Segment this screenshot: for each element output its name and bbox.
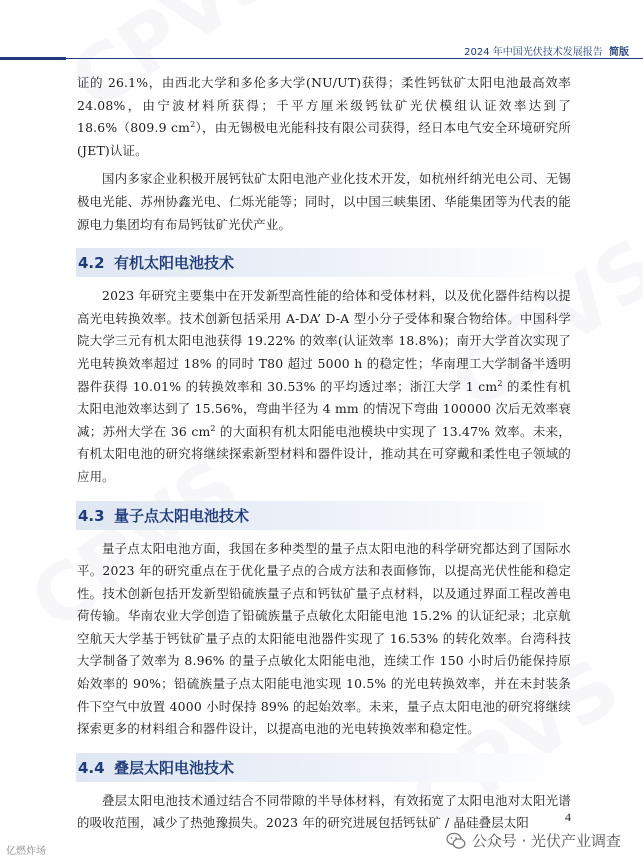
paragraph-text: 的柔性有机太阳电池效率达到了 15.56%，弯曲半径为 4 mm 的情况下弯曲 100000 次后无效率衰减；苏州大学在 36 cm: [77, 378, 571, 439]
section-number: 4.3: [78, 506, 105, 525]
section-heading-4-2: [76, 248, 571, 277]
paragraph: [77, 285, 571, 488]
paragraph-text: ），由无锡极电光能科技有限公司获得，经日本电气安全环境研究所(JET)认证。: [77, 120, 571, 158]
header-rule: [66, 58, 643, 59]
section-title: 量子点太阳电池技术: [114, 506, 250, 525]
page-content: [77, 72, 571, 835]
paragraph-text: 2023 年研究主要集中在开发新型高性能的给体和受体材料，以及优化器件结构以提高光电转换效率。技术创新包括采用 A-DA’ D-A 型小分子受体和聚合物给体。中国科学院大学三元有机太阳电池获得 19.22% 的效率(认证效率 18.8%)；南开大学首次实现了光电转换效率超过 18% 的同时 T80 超过 5000 h 的稳定性；华南理工大学制备半透明器件获得 10.01% 的转换效率和 30.53% 的平均透过率；浙江大学 1 cm: [77, 288, 571, 394]
superscript: 2: [210, 423, 216, 433]
page-number: 4: [565, 810, 571, 824]
superscript: 2: [497, 378, 503, 388]
wechat-account-label[interactable]: [446, 830, 621, 851]
section-heading-4-4: [76, 753, 571, 782]
paragraph: 国内多家企业积极开展钙钛矿太阳电池产业化技术开发，如杭州纤纳光电公司、无锡极电光能、苏州协鑫光电、仁烁光能等；同时，以中国三峡集团、华能集团等为代表的能源电力集团均有布局钙钛矿光伏产业。: [77, 171, 571, 232]
paragraph: 量子点太阳电池方面，我国在多种类型的量子点太阳电池的科学研究都达到了国际水平。2023 年的研究重点在于优化量子点的合成方法和表面修饰，以提高光伏性能和稳定性。技术创新包括开发新型铅硫族量子点和钙钛矿量子点材料，以及通过界面工程改善电荷传输。华南农业大学创造了铅硫族量子点敏化太阳能电池 15.2% 的认证纪录；北京航空航天大学基于钙钛矿量子点的太阳能电池器件实现了 16.53% 的转化效率。台湾科技大学制备了效率为 8.96% 的量子点敏化太阳能电池，连续工作 150 小时后仍能保持原始效率的 90%；铅硫族量子点太阳能电池实现 10.5% 的光电转换效率，并在未封装条件下空气中放置 4000 小时保持 89% 的起始效率。未来，量子点太阳电池的研究将继续探索更多的材料组合和器件设计，以提高电池的光电转换效率和稳定性。: [77, 540, 571, 737]
wechat-icon: [446, 832, 466, 850]
header-accent-bar: [0, 57, 66, 60]
paragraph-text: 的大面积有机太阳能电池模块中实现了 13.47% 效率。未来，有机太阳电池的研究将继续探索新型材料和器件设计，推动其在可穿戴和柔性电子领域的应用。: [77, 423, 572, 484]
section-number: 4.2: [78, 254, 105, 273]
section-heading-4-3: [76, 501, 571, 530]
section-title: 有机太阳电池技术: [114, 254, 235, 273]
paragraph-text: 证的 26.1%，由西北大学和多伦多大学(NU/UT)获得；柔性钙钛矿太阳电池最高效率 24.08%，由宁波材料所获得；千平方厘米级钙钛矿光伏模组认证效率达到了 18.6%（809.9 cm: [77, 75, 571, 136]
running-header: [464, 43, 629, 58]
report-title: 2024 年中国光伏技术发展报告: [464, 47, 603, 58]
paragraph: 叠层太阳电池技术通过结合不同带隙的半导体材料，有效拓宽了太阳电池对太阳光谱的吸收范围，减少了热弛豫损失。2023 年的研究进展包括钙钛矿 / 晶硅叠层太阳: [77, 792, 571, 831]
superscript: 2: [190, 120, 196, 130]
footer-watermark-text: 亿燃炸场: [6, 846, 46, 857]
section-title: 叠层太阳电池技术: [114, 758, 235, 777]
edition-badge: 简版: [609, 47, 629, 58]
paragraph: [77, 72, 571, 162]
wechat-account-name: 公众号 · 光伏产业调查: [471, 832, 621, 850]
section-number: 4.4: [78, 758, 105, 777]
